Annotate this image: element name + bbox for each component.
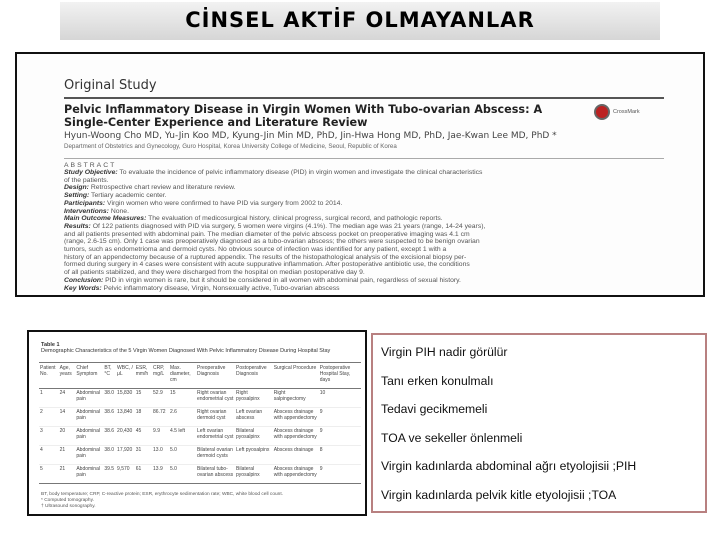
table-footnote: BT, body temperature; CRP, C-reactive protein; ESR, erythrocyte sedimentation rate; WBC, white blood cell count.	[41, 492, 283, 497]
abstract-line	[64, 231, 664, 239]
table-cell: Abscess drainage with appendectomy	[273, 408, 319, 427]
abstract-line	[64, 261, 664, 269]
table-cell: 61	[135, 465, 152, 484]
abstract-text: To evaluate the incidence of pelvic inflammatory disease (PID) in virgin women and investigate the clinical characteristics	[117, 169, 483, 176]
table-cell: 20	[59, 427, 76, 446]
table-cell: 21	[59, 465, 76, 484]
table-row	[39, 389, 361, 408]
table-cell: 4.5 left	[169, 427, 196, 446]
table-cell: 5.0	[169, 446, 196, 465]
abstract-body	[64, 169, 664, 292]
abstract-line	[64, 192, 664, 200]
abstract-label: Participants:	[64, 199, 106, 207]
crossmark-badge	[594, 104, 640, 120]
patient-table	[39, 362, 361, 484]
abstract-line	[64, 269, 664, 277]
table-header-cell: WBC, /μL	[116, 363, 135, 389]
table-cell: 38.6	[103, 408, 116, 427]
table-cell: 9,570	[116, 465, 135, 484]
table-cell: 52.9	[152, 389, 169, 408]
table-cell: 14	[59, 408, 76, 427]
abstract-text: Retrospective chart review and literature review.	[88, 184, 236, 192]
key-point: Virgin kadınlarda pelvik kitle etyolojisii ;TOA	[381, 487, 617, 502]
abstract-text: (range, 2.6-15 cm). Only 1 case was preoperatively diagnosed as a tubo-ovarian abscess; the others were suspected to be benign ovarian	[64, 238, 480, 246]
table-cell: 45	[135, 427, 152, 446]
table-cell: Bilateral tubo-ovarian abscess	[196, 465, 235, 484]
table-footnote: * Computed tomography.	[41, 498, 94, 503]
table-cell: 9	[319, 465, 361, 484]
table-row	[39, 465, 361, 484]
table-cell: 2	[39, 408, 59, 427]
abstract-line	[64, 215, 664, 223]
table-cell: Abscess drainage with appendectomy	[273, 465, 319, 484]
table-header-row	[39, 363, 361, 389]
abstract-label: Interventions:	[64, 207, 109, 215]
table-cell: 39.5	[103, 465, 116, 484]
crossmark-icon	[594, 104, 610, 120]
abstract-label: Main Outcome Measures:	[64, 215, 147, 223]
abstract-label: Setting:	[64, 192, 90, 200]
table-header-cell: Postoperative Diagnosis	[235, 363, 273, 389]
table-cell: Right ovarian endometrial cyst	[196, 389, 235, 408]
table-row	[39, 408, 361, 427]
key-point: Tedavi gecikmemeli	[381, 402, 488, 417]
table-row	[39, 427, 361, 446]
abstract-line	[64, 169, 664, 177]
abstract-line	[64, 246, 664, 254]
table-cell: Abdominal pain	[75, 446, 103, 465]
table-cell: 17,920	[116, 446, 135, 465]
table-cell: Left pyosalpinx	[235, 446, 273, 465]
key-point: Tanı erken konulmalı	[381, 373, 494, 388]
abstract-line	[64, 223, 664, 231]
table-cell: Right ovarian dermoid cyst	[196, 408, 235, 427]
abstract-text: Virgin women who were confirmed to have PID via surgery from 2002 to 2014.	[105, 199, 343, 207]
table-footnote: † Ultrasound sonography.	[41, 504, 96, 509]
crossmark-label: CrossMark	[613, 109, 640, 115]
paper-authors: Hyun-Woong Cho MD, Yu-Jin Koo MD, Kyung-Jin Min MD, PhD, Jin-Hwa Hong MD, PhD, Jae-Kwan Lee MD, PhD *	[64, 131, 557, 141]
abstract-text: and all patients presented with abdominal pain. The median diameter of the pelvic abscess pocket on preoperative imaging was 4.1 cm	[64, 230, 470, 238]
abstract-label: Study Objective:	[64, 169, 118, 176]
table-cell: 15,830	[116, 389, 135, 408]
abstract-text: None.	[108, 207, 129, 215]
abstract-text: Tertiary academic center.	[89, 192, 167, 200]
abstract-line	[64, 208, 664, 216]
table-excerpt-image	[27, 330, 367, 516]
table-cell: 15	[169, 389, 196, 408]
table-cell: Bilateral pyosalpinx	[235, 427, 273, 446]
key-point: TOA ve sekeller önlenmeli	[381, 430, 523, 445]
abstract-line	[64, 184, 664, 192]
slide-title: CİNSEL AKTİF OLMAYANLAR	[185, 8, 535, 32]
table-cell: Bilateral ovarian dermoid cysts	[196, 446, 235, 465]
table-cell: 38.6	[103, 427, 116, 446]
abstract-text: tumors, such as endometrioma and dermoid cysts. No obvious source of infection was identified for any patient, except 1 with a	[64, 246, 447, 254]
paper-affiliation: Department of Obstetrics and Gynecology, Guro Hospital, Korea University College of Medicine, Seoul, Republic of Korea	[64, 143, 397, 150]
table-cell: 5	[39, 465, 59, 484]
table-header-cell: Age, years	[59, 363, 76, 389]
abstract-line	[64, 177, 664, 185]
table-caption-text: Demographic Characteristics of the 5 Virgin Women Diagnosed With Pelvic Inflammatory Disease During Hospital Stay	[41, 348, 331, 354]
key-points-box	[371, 333, 707, 513]
table-cell: Abdominal pain	[75, 465, 103, 484]
table-cell: Left ovarian endometrial cyst	[196, 427, 235, 446]
table-cell: Bilateral pyosalpinx	[235, 465, 273, 484]
table-cell: Abdominal pain	[75, 408, 103, 427]
table-cell: Abdominal pain	[75, 389, 103, 408]
table-cell: 4	[39, 446, 59, 465]
table-cell: 9	[319, 408, 361, 427]
abstract-heading: ABSTRACT	[64, 158, 664, 169]
paper-title: Pelvic Inflammatory Disease in Virgin Women With Tubo-ovarian Abscess: A Single-Center Experience and Literature Review	[64, 103, 543, 129]
table-cell: 38.0	[103, 446, 116, 465]
section-label: Original Study	[64, 78, 664, 99]
abstract-line	[64, 238, 664, 246]
table-cell: Abscess drainage with appendectomy	[273, 427, 319, 446]
table-cell: 8	[319, 446, 361, 465]
table-header-cell: ESR, mm/h	[135, 363, 152, 389]
table-cell: Right pyosalpinx	[235, 389, 273, 408]
table-cell: 18	[135, 408, 152, 427]
abstract-text: The evaluation of medicosurgical history, clinical progress, surgical record, and pathologic reports.	[146, 215, 443, 223]
table-cell: 15	[135, 389, 152, 408]
table-cell: Left ovarian abscess	[235, 408, 273, 427]
table-caption	[41, 342, 330, 354]
table-cell: 5.0	[169, 465, 196, 484]
table-header-cell: Patient No.	[39, 363, 59, 389]
table-cell: 9.9	[152, 427, 169, 446]
abstract-line	[64, 285, 664, 293]
paper-excerpt-image	[15, 52, 705, 297]
key-point: Virgin PIH nadir görülür	[381, 345, 508, 359]
table-cell: 13.0	[152, 446, 169, 465]
table-cell: 21	[59, 446, 76, 465]
key-point: Virgin kadınlarda abdominal ağrı etyolojisii ;PIH	[381, 459, 637, 474]
table-cell: 2.6	[169, 408, 196, 427]
abstract-label: Results:	[64, 222, 91, 230]
abstract-label: Conclusion:	[64, 276, 104, 284]
table-cell: 13.9	[152, 465, 169, 484]
table-header-cell: Postoperative Hospital Stay, days	[319, 363, 361, 389]
table-number: Table 1	[41, 342, 60, 348]
abstract-text: history of an appendectomy because of a ruptured appendix. The results of the histopathological analysis of the excisional biopsy per-	[64, 253, 467, 261]
table-header-cell: Max. diameter, cm	[169, 363, 196, 389]
table-header-cell: Surgical Procedure	[273, 363, 319, 389]
abstract-text: PID in virgin women is rare, but it should be considered in all women with abdominal pain, regardless of sexual history.	[103, 276, 461, 284]
abstract-line	[64, 277, 664, 285]
table-cell: 38.0	[103, 389, 116, 408]
table-header-cell: BT, °C	[103, 363, 116, 389]
abstract-text: of the patients.	[64, 176, 109, 184]
table-header-cell: Preoperative Diagnosis	[196, 363, 235, 389]
abstract-text: Of 122 patients diagnosed with PID via surgery, 5 women were virgins (4.1%). The median age was 21 years (range, 14-24 years),	[90, 222, 486, 230]
table-cell: 3	[39, 427, 59, 446]
abstract-line	[64, 200, 664, 208]
abstract-text: Pelvic inflammatory disease, Virgin, Nonsexually active, Tubo-ovarian abscess	[101, 284, 340, 292]
abstract-line	[64, 254, 664, 262]
table-cell: 86.72	[152, 408, 169, 427]
abstract-text: of all patients stabilized, and they were discharged from the hospital on median postoperative day 9.	[64, 269, 365, 277]
table-cell: 13,840	[116, 408, 135, 427]
table-cell: Right salpingectomy	[273, 389, 319, 408]
table-footnotes	[41, 492, 361, 510]
abstract-label: Design:	[64, 184, 89, 192]
abstract-label: Key Words:	[64, 284, 102, 292]
table-cell: 31	[135, 446, 152, 465]
table-cell: 10	[319, 389, 361, 408]
table-cell: Abdominal pain	[75, 427, 103, 446]
table-cell: Abscess drainage	[273, 446, 319, 465]
table-cell: 1	[39, 389, 59, 408]
table-header-cell: CRP, mg/L	[152, 363, 169, 389]
table-row	[39, 446, 361, 465]
table-cell: 24	[59, 389, 76, 408]
table-cell: 20,430	[116, 427, 135, 446]
abstract-text: formed during surgery in 4 cases were consistent with acute suppurative inflammation. After postoperative antibiotic use, the conditions	[64, 261, 470, 269]
table-cell: 9	[319, 427, 361, 446]
table-header-cell: Chief Symptom	[75, 363, 103, 389]
